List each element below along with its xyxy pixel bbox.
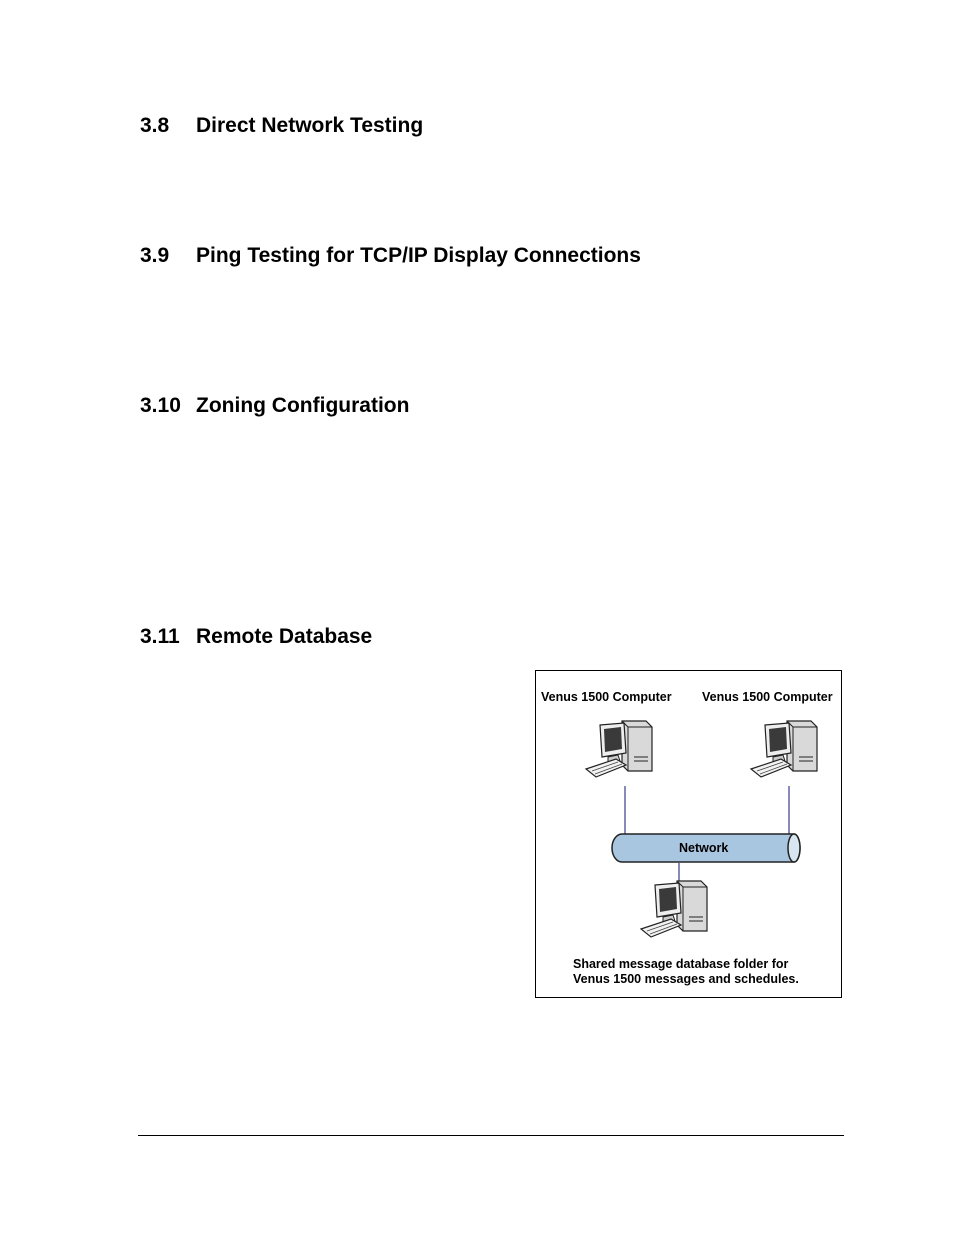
section-heading-3-11 [140, 625, 372, 649]
section-heading-3-10 [140, 394, 409, 418]
section-heading-3-8 [140, 114, 423, 138]
computer-icon-server [641, 881, 707, 937]
section-number: 3.9 [140, 244, 170, 267]
caption-line-1: Shared message database folder for [573, 957, 789, 971]
section-title: Zoning Configuration [196, 394, 410, 417]
section-number: 3.10 [140, 394, 181, 417]
right-computer-label: Venus 1500 Computer [702, 690, 833, 704]
network-label: Network [679, 841, 729, 855]
computer-icon-right [751, 721, 817, 777]
section-number: 3.11 [140, 625, 180, 648]
footer-divider [138, 1135, 844, 1136]
network-diagram [536, 671, 843, 999]
network-diagram-figure [535, 670, 842, 998]
caption-line-2: Venus 1500 messages and schedules. [573, 972, 799, 986]
section-title: Remote Database [196, 625, 373, 648]
section-number: 3.8 [140, 114, 170, 137]
section-title: Ping Testing for TCP/IP Display Connections [196, 244, 641, 267]
section-title: Direct Network Testing [196, 114, 424, 137]
section-heading-3-9 [140, 244, 641, 268]
computer-icon-left [586, 721, 652, 777]
left-computer-label: Venus 1500 Computer [541, 690, 672, 704]
figure-caption [573, 957, 799, 987]
